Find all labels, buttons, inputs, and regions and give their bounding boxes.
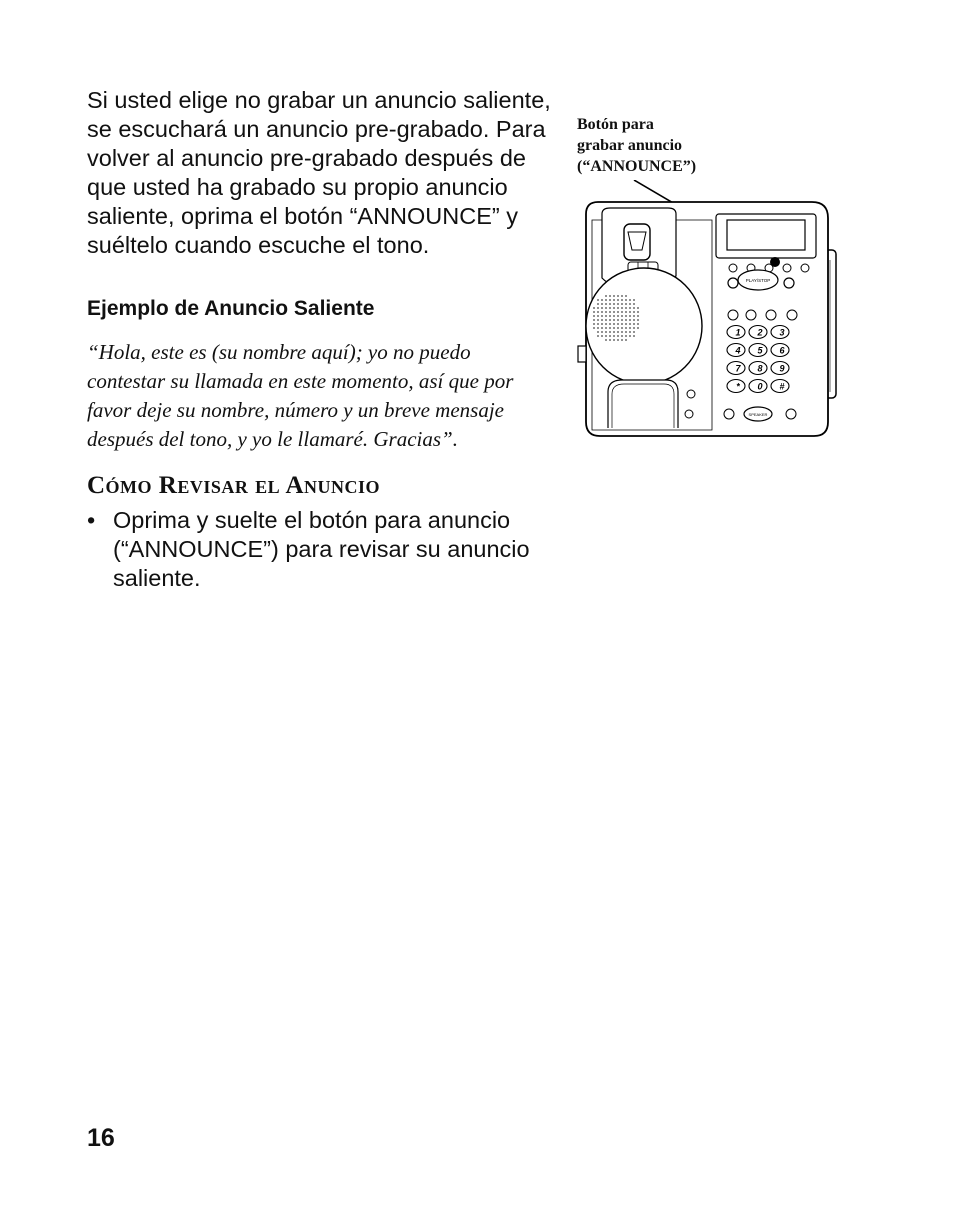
phone-base-drawing <box>572 180 842 440</box>
speaker-hole <box>605 319 607 321</box>
speaker-hole <box>625 331 627 333</box>
speaker-hole <box>593 315 595 317</box>
speaker-hole <box>609 303 611 305</box>
keypad-key-label: # <box>779 381 785 392</box>
speaker-hole <box>637 315 639 317</box>
speaker-hole <box>629 303 631 305</box>
speaker-hole <box>601 323 603 325</box>
list-item <box>87 506 557 593</box>
speaker-hole <box>617 315 619 317</box>
speaker-hole <box>597 327 599 329</box>
lcd-screen <box>727 220 805 250</box>
speaker-hole <box>621 331 623 333</box>
speaker-hole <box>633 331 635 333</box>
keypad-key <box>749 344 767 357</box>
speaker-hole <box>621 295 623 297</box>
speaker-hole <box>617 295 619 297</box>
speaker-hole <box>593 319 595 321</box>
keypad-key <box>771 362 789 375</box>
keypad-key <box>749 380 767 393</box>
speaker-hole <box>613 339 615 341</box>
figure-callout <box>577 114 777 177</box>
speaker-hole <box>637 311 639 313</box>
speaker-hole <box>617 307 619 309</box>
speaker-hole <box>601 299 603 301</box>
speaker-hole <box>637 307 639 309</box>
callout-line: (“ANNOUNCE”) <box>577 158 697 175</box>
speaker-hole <box>605 339 607 341</box>
instruction-list <box>87 506 557 593</box>
speaker-hole <box>625 299 627 301</box>
keypad-key-label: 9 <box>779 363 785 374</box>
callout-line: Botón para <box>577 116 654 133</box>
speaker-hole <box>605 331 607 333</box>
speaker-hole <box>625 307 627 309</box>
speaker-hole <box>593 307 595 309</box>
speaker-hole <box>633 315 635 317</box>
speaker-hole <box>613 315 615 317</box>
keypad-key-label: 4 <box>735 345 741 356</box>
keypad-key <box>727 380 745 393</box>
speaker-hole <box>629 315 631 317</box>
speaker-hole <box>625 327 627 329</box>
speaker-hole <box>601 303 603 305</box>
speaker-hole <box>605 315 607 317</box>
speaker-hole <box>601 311 603 313</box>
speaker-hole <box>629 331 631 333</box>
speaker-hole <box>609 319 611 321</box>
speaker-hole <box>605 295 607 297</box>
speaker-hole <box>617 335 619 337</box>
speaker-hole <box>605 299 607 301</box>
speaker-hole <box>617 319 619 321</box>
speaker-hole <box>597 335 599 337</box>
speaker-hole <box>629 319 631 321</box>
speaker-hole <box>617 331 619 333</box>
speaker-hole <box>593 323 595 325</box>
intro-paragraph: Si usted elige no grabar un anuncio saliente, se escuchará un anuncio pre-grabado. Para volver al anuncio pre-grabado después de que usted ha grabado su propio anuncio saliente, oprima el botón “ANNOUNCE” y suéltelo cuando escuche el tono. <box>87 87 551 258</box>
speaker-hole <box>621 327 623 329</box>
speaker-hole <box>605 307 607 309</box>
speaker-hole <box>609 339 611 341</box>
speaker-hole <box>629 299 631 301</box>
callout-line: grabar anuncio <box>577 137 683 154</box>
keypad-key-label: 0 <box>757 381 763 392</box>
speaker-hole <box>609 315 611 317</box>
bullet-text: Oprima y suelte el botón para anuncio (“ANNOUNCE”) para revisar su anuncio saliente. <box>113 507 530 591</box>
speaker-hole <box>609 327 611 329</box>
speaker-hole <box>613 335 615 337</box>
speaker-hole <box>625 335 627 337</box>
speaker-hole <box>625 295 627 297</box>
speaker-hole <box>625 319 627 321</box>
speaker-hole <box>633 299 635 301</box>
speaker-hole <box>637 327 639 329</box>
speaker-hole <box>605 303 607 305</box>
speaker-hole <box>601 327 603 329</box>
keypad-key-label: 5 <box>757 345 763 356</box>
speaker-hole <box>629 323 631 325</box>
speaker-hole <box>621 311 623 313</box>
speaker-hole <box>605 327 607 329</box>
speaker-hole <box>621 335 623 337</box>
speaker-hole <box>621 323 623 325</box>
speaker-hole <box>629 311 631 313</box>
speaker-hole <box>617 323 619 325</box>
speaker-hole <box>613 323 615 325</box>
speaker-hole <box>601 331 603 333</box>
speaker-hole <box>633 327 635 329</box>
speaker-hole <box>609 295 611 297</box>
speaker-hole <box>605 323 607 325</box>
page-number: 16 <box>87 1124 115 1152</box>
speaker-hole <box>625 311 627 313</box>
speaker-hole <box>621 303 623 305</box>
speaker-hole <box>629 307 631 309</box>
speaker-hole <box>617 311 619 313</box>
keypad-key-label: 6 <box>779 345 785 356</box>
speaker-hole <box>597 299 599 301</box>
speaker-hole <box>593 311 595 313</box>
speaker-hole <box>597 331 599 333</box>
speaker-hole <box>613 303 615 305</box>
speaker-hole <box>597 323 599 325</box>
speaker-grille <box>586 268 702 384</box>
keypad-key <box>771 380 789 393</box>
speaker-hole <box>613 295 615 297</box>
keypad-key-label: 8 <box>757 363 763 374</box>
speaker-hole <box>609 299 611 301</box>
speaker-hole <box>621 307 623 309</box>
keypad-key <box>749 326 767 339</box>
speaker-hole <box>637 323 639 325</box>
keypad-key-label: 3 <box>779 327 785 338</box>
speaker-hole <box>597 319 599 321</box>
play-stop-label: PLAY/STOP <box>745 278 771 283</box>
speaker-hole <box>625 303 627 305</box>
speaker-hole <box>625 323 627 325</box>
speaker-hole <box>601 315 603 317</box>
speaker-label: SPEAKER <box>748 412 768 417</box>
speaker-hole <box>593 327 595 329</box>
phone-base-illustration <box>572 180 842 440</box>
keypad-key-label: * <box>736 381 740 392</box>
speaker-hole <box>621 315 623 317</box>
speaker-hole <box>617 299 619 301</box>
bullet-marker: • <box>87 507 96 533</box>
speaker-hole <box>617 339 619 341</box>
speaker-hole <box>633 307 635 309</box>
section-title: Cómo Revisar el Anuncio <box>87 472 381 499</box>
keypad-key <box>727 344 745 357</box>
speaker-hole <box>625 339 627 341</box>
speaker-hole <box>625 315 627 317</box>
speaker-hole <box>633 323 635 325</box>
example-heading: Ejemplo de Anuncio Saliente <box>87 297 375 320</box>
speaker-hole <box>597 307 599 309</box>
example-message: “Hola, este es (su nombre aquí); yo no puedo contestar su llamada en este momento, así que por favor deje su nombre, número y un breve mensaje después del tono, y yo le llamaré. Gracias”. <box>87 340 514 451</box>
speaker-hole <box>609 311 611 313</box>
keypad-key <box>771 326 789 339</box>
speaker-hole <box>609 323 611 325</box>
speaker-hole <box>613 311 615 313</box>
announce-button <box>770 257 780 267</box>
speaker-hole <box>613 319 615 321</box>
speaker-hole <box>637 319 639 321</box>
speaker-hole <box>609 307 611 309</box>
speaker-hole <box>621 339 623 341</box>
speaker-hole <box>601 335 603 337</box>
speaker-hole <box>633 319 635 321</box>
speaker-hole <box>597 303 599 305</box>
speaker-hole <box>613 327 615 329</box>
speaker-hole <box>601 307 603 309</box>
keypad-key <box>749 362 767 375</box>
speaker-hole <box>621 319 623 321</box>
speaker-hole <box>617 303 619 305</box>
keypad-key-label: 7 <box>735 363 741 374</box>
speaker-hole <box>621 299 623 301</box>
speaker-hole <box>629 335 631 337</box>
keypad-key-label: 2 <box>757 327 763 338</box>
speaker-hole <box>613 331 615 333</box>
speaker-hole <box>609 335 611 337</box>
speaker-hole <box>613 299 615 301</box>
speaker-hole <box>597 315 599 317</box>
speaker-hole <box>601 319 603 321</box>
keypad-key <box>727 362 745 375</box>
speaker-hole <box>629 327 631 329</box>
keypad-key <box>771 344 789 357</box>
keypad-key-label: 1 <box>735 327 741 338</box>
speaker-hole <box>605 335 607 337</box>
speaker-hole <box>597 311 599 313</box>
keypad-key <box>727 326 745 339</box>
speaker-hole <box>613 307 615 309</box>
speaker-hole <box>633 335 635 337</box>
speaker-hole <box>605 311 607 313</box>
speaker-hole <box>617 327 619 329</box>
speaker-hole <box>609 331 611 333</box>
speaker-hole <box>633 303 635 305</box>
speaker-hole <box>633 311 635 313</box>
